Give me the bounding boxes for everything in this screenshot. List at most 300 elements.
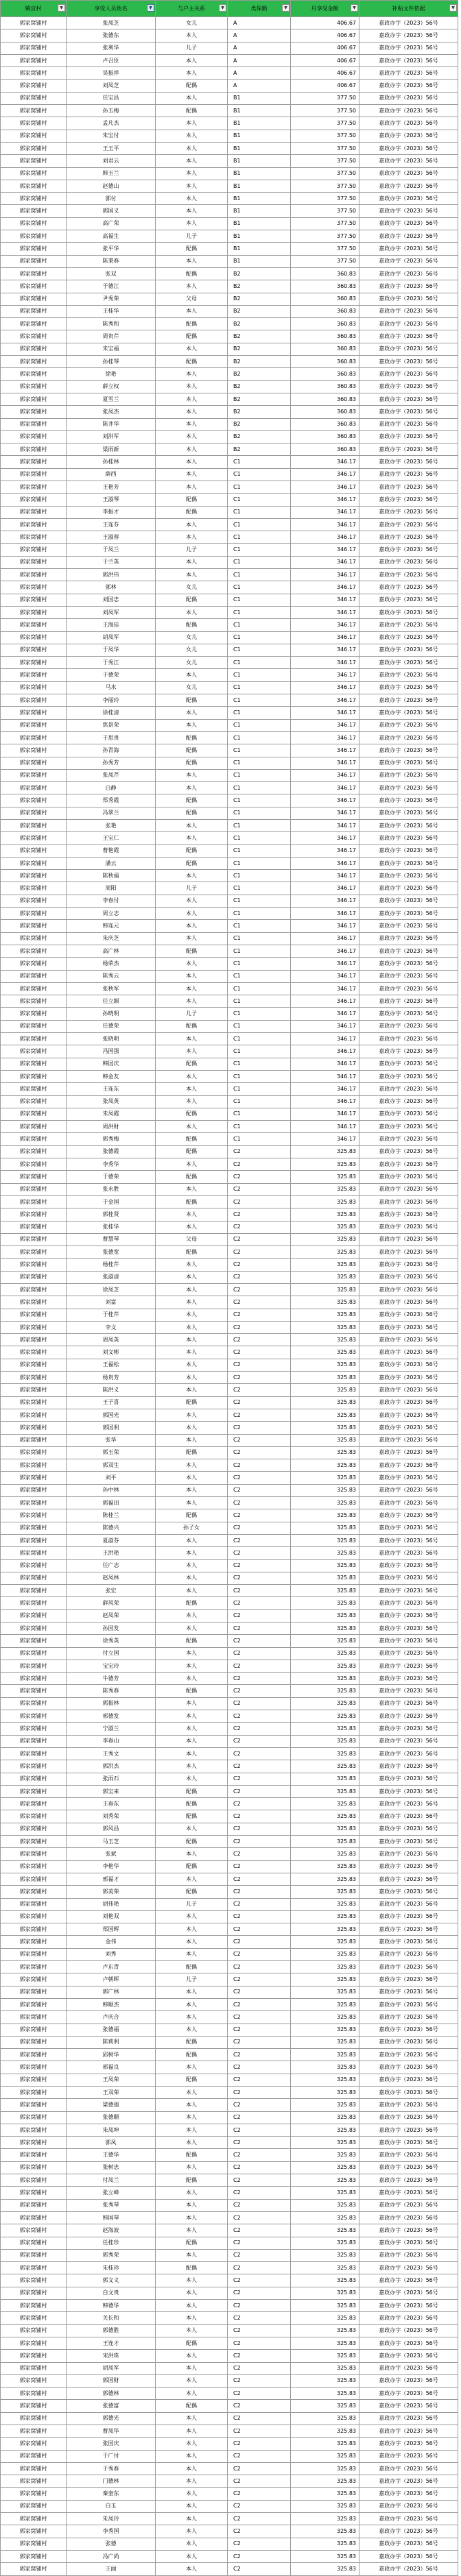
- amount-cell[interactable]: 325.83: [291, 1396, 359, 1409]
- category-cell[interactable]: C2: [228, 1246, 291, 1259]
- category-cell[interactable]: C1: [228, 1008, 291, 1020]
- name-cell[interactable]: 邱树华: [67, 2049, 156, 2061]
- amount-cell[interactable]: 325.83: [291, 1823, 359, 1835]
- category-cell[interactable]: C2: [228, 1572, 291, 1584]
- amount-cell[interactable]: 346.17: [291, 1108, 359, 1120]
- village-cell[interactable]: 郭家窝铺村: [1, 2350, 67, 2362]
- relation-cell[interactable]: 父母: [156, 293, 228, 305]
- amount-cell[interactable]: 325.83: [291, 2124, 359, 2136]
- document-cell[interactable]: 嘉政办字（2023）56号: [359, 2249, 458, 2261]
- name-cell[interactable]: 王秀文: [67, 1747, 156, 1760]
- name-cell[interactable]: 陈秉春: [67, 255, 156, 267]
- document-cell[interactable]: 嘉政办字（2023）56号: [359, 581, 458, 594]
- village-cell[interactable]: 郭家窝铺村: [1, 456, 67, 468]
- document-cell[interactable]: 嘉政办字（2023）56号: [359, 1070, 458, 1082]
- relation-cell[interactable]: 配偶: [156, 2074, 228, 2086]
- name-cell[interactable]: 刘文彬: [67, 1346, 156, 1359]
- name-cell[interactable]: 韩国琴: [67, 2211, 156, 2224]
- relation-cell[interactable]: 本人: [156, 1723, 228, 1735]
- relation-cell[interactable]: 配偶: [156, 318, 228, 330]
- village-cell[interactable]: 郭家窝铺村: [1, 368, 67, 380]
- category-cell[interactable]: C1: [228, 882, 291, 895]
- relation-cell[interactable]: 女儿: [156, 631, 228, 644]
- amount-cell[interactable]: 325.83: [291, 2011, 359, 2024]
- amount-cell[interactable]: 325.83: [291, 1183, 359, 1195]
- amount-cell[interactable]: 325.83: [291, 1534, 359, 1546]
- relation-cell[interactable]: 配偶: [156, 1785, 228, 1797]
- relation-cell[interactable]: 配偶: [156, 1961, 228, 1973]
- category-cell[interactable]: C1: [228, 581, 291, 594]
- village-cell[interactable]: 郭家窝铺村: [1, 1246, 67, 1259]
- document-cell[interactable]: 嘉政办字（2023）56号: [359, 1948, 458, 1960]
- name-cell[interactable]: 王淑琴: [67, 494, 156, 506]
- document-cell[interactable]: 嘉政办字（2023）56号: [359, 1359, 458, 1371]
- amount-cell[interactable]: 325.83: [291, 1948, 359, 1960]
- name-cell[interactable]: 于兰英: [67, 556, 156, 568]
- category-cell[interactable]: B2: [228, 330, 291, 343]
- name-cell[interactable]: 郭秀荣: [67, 2249, 156, 2261]
- document-cell[interactable]: 嘉政办字（2023）56号: [359, 2274, 458, 2287]
- name-cell[interactable]: 徐桂清: [67, 707, 156, 719]
- village-cell[interactable]: 郭家窝铺村: [1, 1233, 67, 1246]
- document-cell[interactable]: 嘉政办字（2023）56号: [359, 406, 458, 418]
- filter-dropdown-icon[interactable]: ▼: [282, 4, 289, 12]
- category-cell[interactable]: B1: [228, 180, 291, 192]
- relation-cell[interactable]: 本人: [156, 782, 228, 794]
- relation-cell[interactable]: 本人: [156, 1673, 228, 1685]
- amount-cell[interactable]: 325.83: [291, 1873, 359, 1885]
- relation-cell[interactable]: 本人: [156, 468, 228, 481]
- name-cell[interactable]: 王丽: [67, 2563, 156, 2575]
- document-cell[interactable]: 嘉政办字（2023）56号: [359, 17, 458, 29]
- name-cell[interactable]: 卢朝晖: [67, 1973, 156, 1986]
- document-cell[interactable]: 嘉政办字（2023）56号: [359, 544, 458, 556]
- category-cell[interactable]: C2: [228, 2425, 291, 2438]
- relation-cell[interactable]: 本人: [156, 1848, 228, 1860]
- relation-cell[interactable]: 配偶: [156, 1798, 228, 1810]
- relation-cell[interactable]: 配偶: [156, 1685, 228, 1697]
- document-cell[interactable]: 嘉政办字（2023）56号: [359, 1020, 458, 1032]
- document-cell[interactable]: 嘉政办字（2023）56号: [359, 1208, 458, 1221]
- village-cell[interactable]: 郭家窝铺村: [1, 54, 67, 66]
- category-cell[interactable]: C1: [228, 895, 291, 907]
- relation-cell[interactable]: 女儿: [156, 657, 228, 669]
- village-cell[interactable]: 郭家窝铺村: [1, 1271, 67, 1283]
- amount-cell[interactable]: 325.83: [291, 1384, 359, 1396]
- name-cell[interactable]: 郭国财: [67, 2374, 156, 2387]
- village-cell[interactable]: 郭家窝铺村: [1, 757, 67, 769]
- village-cell[interactable]: 郭家窝铺村: [1, 1823, 67, 1835]
- category-cell[interactable]: C2: [228, 2124, 291, 2136]
- relation-cell[interactable]: 本人: [156, 1083, 228, 1095]
- relation-cell[interactable]: 本人: [156, 920, 228, 932]
- document-cell[interactable]: 嘉政办字（2023）56号: [359, 731, 458, 744]
- category-cell[interactable]: C2: [228, 1823, 291, 1835]
- amount-cell[interactable]: 346.17: [291, 707, 359, 719]
- category-cell[interactable]: C2: [228, 2438, 291, 2450]
- category-cell[interactable]: C2: [228, 1710, 291, 1723]
- village-cell[interactable]: 郭家窝铺村: [1, 2513, 67, 2525]
- name-cell[interactable]: 张宏: [67, 1585, 156, 1597]
- category-cell[interactable]: C2: [228, 1923, 291, 1936]
- relation-cell[interactable]: 本人: [156, 67, 228, 80]
- name-cell[interactable]: 付凤兰: [67, 2174, 156, 2187]
- amount-cell[interactable]: 346.17: [291, 932, 359, 945]
- amount-cell[interactable]: 325.83: [291, 2287, 359, 2299]
- amount-cell[interactable]: 325.83: [291, 2074, 359, 2086]
- amount-cell[interactable]: 346.17: [291, 820, 359, 832]
- name-cell[interactable]: 李秀华: [67, 1158, 156, 1171]
- document-cell[interactable]: 嘉政办字（2023）56号: [359, 1836, 458, 1848]
- relation-cell[interactable]: 本人: [156, 1309, 228, 1321]
- document-cell[interactable]: 嘉政办字（2023）56号: [359, 1697, 458, 1710]
- category-cell[interactable]: C2: [228, 2149, 291, 2161]
- name-cell[interactable]: 张秋军: [67, 982, 156, 995]
- amount-cell[interactable]: 346.17: [291, 1095, 359, 1108]
- amount-cell[interactable]: 325.83: [291, 2149, 359, 2161]
- category-cell[interactable]: C1: [228, 1045, 291, 1058]
- category-cell[interactable]: C2: [228, 1910, 291, 1923]
- document-cell[interactable]: 嘉政办字（2023）56号: [359, 1735, 458, 1747]
- category-cell[interactable]: B1: [228, 92, 291, 104]
- category-cell[interactable]: B2: [228, 318, 291, 330]
- village-cell[interactable]: 郭家窝铺村: [1, 1923, 67, 1936]
- category-cell[interactable]: C2: [228, 1158, 291, 1171]
- document-cell[interactable]: 嘉政办字（2023）56号: [359, 644, 458, 656]
- name-cell[interactable]: 王玉平: [67, 142, 156, 154]
- relation-cell[interactable]: 本人: [156, 2137, 228, 2149]
- name-cell[interactable]: 梁德强: [67, 2099, 156, 2111]
- amount-cell[interactable]: 346.17: [291, 857, 359, 869]
- relation-cell[interactable]: 本人: [156, 669, 228, 681]
- amount-cell[interactable]: 346.17: [291, 1020, 359, 1032]
- document-cell[interactable]: 嘉政办字（2023）56号: [359, 1372, 458, 1384]
- name-cell[interactable]: 孙桂林: [67, 456, 156, 468]
- document-cell[interactable]: 嘉政办字（2023）56号: [359, 330, 458, 343]
- document-cell[interactable]: 嘉政办字（2023）56号: [359, 757, 458, 769]
- category-cell[interactable]: C2: [228, 1623, 291, 1635]
- amount-cell[interactable]: 360.83: [291, 330, 359, 343]
- village-cell[interactable]: 郭家窝铺村: [1, 1798, 67, 1810]
- name-cell[interactable]: 高福生: [67, 230, 156, 243]
- relation-cell[interactable]: 本人: [156, 1747, 228, 1760]
- name-cell[interactable]: 李春山: [67, 1735, 156, 1747]
- name-cell[interactable]: 白静: [67, 782, 156, 794]
- name-cell[interactable]: 郭宝来: [67, 1785, 156, 1797]
- village-cell[interactable]: 郭家窝铺村: [1, 2036, 67, 2048]
- name-cell[interactable]: 于秀春: [67, 2462, 156, 2475]
- relation-cell[interactable]: 本人: [156, 982, 228, 995]
- relation-cell[interactable]: 本人: [156, 531, 228, 544]
- village-cell[interactable]: 郭家窝铺村: [1, 330, 67, 343]
- name-cell[interactable]: 薛西: [67, 468, 156, 481]
- amount-cell[interactable]: 325.83: [291, 2199, 359, 2211]
- document-cell[interactable]: 嘉政办字（2023）56号: [359, 456, 458, 468]
- document-cell[interactable]: 嘉政办字（2023）56号: [359, 1635, 458, 1647]
- name-cell[interactable]: 朱凤玲: [67, 2513, 156, 2525]
- name-cell[interactable]: 郭双生: [67, 1459, 156, 1472]
- relation-cell[interactable]: 配偶: [156, 1145, 228, 1158]
- name-cell[interactable]: 李丽玲: [67, 694, 156, 707]
- village-cell[interactable]: 郭家窝铺村: [1, 857, 67, 869]
- name-cell[interactable]: 李春付: [67, 895, 156, 907]
- village-cell[interactable]: 郭家窝铺村: [1, 2488, 67, 2500]
- name-cell[interactable]: 郭福田: [67, 1497, 156, 1509]
- category-cell[interactable]: C2: [228, 1673, 291, 1685]
- relation-cell[interactable]: 本人: [156, 1070, 228, 1082]
- amount-cell[interactable]: 325.83: [291, 2563, 359, 2575]
- relation-cell[interactable]: 本人: [156, 569, 228, 581]
- village-cell[interactable]: 郭家窝铺村: [1, 1723, 67, 1735]
- category-cell[interactable]: C2: [228, 2074, 291, 2086]
- document-cell[interactable]: 嘉政办字（2023）56号: [359, 117, 458, 130]
- document-cell[interactable]: 嘉政办字（2023）56号: [359, 1660, 458, 1672]
- document-cell[interactable]: 嘉政办字（2023）56号: [359, 2324, 458, 2337]
- document-cell[interactable]: 嘉政办字（2023）56号: [359, 1446, 458, 1459]
- document-cell[interactable]: 嘉政办字（2023）56号: [359, 2563, 458, 2575]
- category-cell[interactable]: C2: [228, 1283, 291, 1296]
- name-cell[interactable]: 任立颖: [67, 995, 156, 1008]
- document-cell[interactable]: 嘉政办字（2023）56号: [359, 1798, 458, 1810]
- category-cell[interactable]: B2: [228, 280, 291, 293]
- document-cell[interactable]: 嘉政办字（2023）56号: [359, 54, 458, 66]
- village-cell[interactable]: 郭家窝铺村: [1, 2074, 67, 2086]
- document-cell[interactable]: 嘉政办字（2023）56号: [359, 2237, 458, 2249]
- amount-cell[interactable]: 406.67: [291, 17, 359, 29]
- amount-cell[interactable]: 346.17: [291, 569, 359, 581]
- amount-cell[interactable]: 346.17: [291, 669, 359, 681]
- village-cell[interactable]: 郭家窝铺村: [1, 1359, 67, 1371]
- category-cell[interactable]: C2: [228, 2563, 291, 2575]
- category-cell[interactable]: A: [228, 42, 291, 54]
- name-cell[interactable]: 张德富: [67, 2400, 156, 2412]
- category-cell[interactable]: C2: [228, 1559, 291, 1572]
- document-cell[interactable]: 嘉政办字（2023）56号: [359, 1547, 458, 1559]
- name-cell[interactable]: 孙玉梅: [67, 105, 156, 117]
- category-cell[interactable]: C2: [228, 2024, 291, 2036]
- document-cell[interactable]: 嘉政办字（2023）56号: [359, 1033, 458, 1045]
- category-cell[interactable]: C1: [228, 681, 291, 694]
- village-cell[interactable]: 郭家窝铺村: [1, 255, 67, 267]
- village-cell[interactable]: 郭家窝铺村: [1, 1259, 67, 1271]
- relation-cell[interactable]: 本人: [156, 1609, 228, 1622]
- relation-cell[interactable]: 本人: [156, 1823, 228, 1835]
- village-cell[interactable]: 郭家窝铺村: [1, 1108, 67, 1120]
- amount-cell[interactable]: 325.83: [291, 1798, 359, 1810]
- name-cell[interactable]: 王洪艳: [67, 1547, 156, 1559]
- village-cell[interactable]: 郭家窝铺村: [1, 2049, 67, 2061]
- village-cell[interactable]: 郭家窝铺村: [1, 1747, 67, 1760]
- village-cell[interactable]: 郭家窝铺村: [1, 908, 67, 920]
- name-cell[interactable]: 孙桂琴: [67, 356, 156, 368]
- relation-cell[interactable]: 本人: [156, 518, 228, 531]
- document-cell[interactable]: 嘉政办字（2023）56号: [359, 657, 458, 669]
- name-cell[interactable]: 王连东: [67, 1083, 156, 1095]
- category-cell[interactable]: C1: [228, 1133, 291, 1145]
- relation-cell[interactable]: 本人: [156, 2161, 228, 2174]
- amount-cell[interactable]: 325.83: [291, 2337, 359, 2349]
- document-cell[interactable]: 嘉政办字（2023）56号: [359, 506, 458, 518]
- document-cell[interactable]: 嘉政办字（2023）56号: [359, 895, 458, 907]
- village-cell[interactable]: 郭家窝铺村: [1, 820, 67, 832]
- name-cell[interactable]: 郭风昌: [67, 1823, 156, 1835]
- village-cell[interactable]: 郭家窝铺村: [1, 1961, 67, 1973]
- name-cell[interactable]: 赵凤荣: [67, 1609, 156, 1622]
- document-cell[interactable]: 嘉政办字（2023）56号: [359, 1233, 458, 1246]
- village-cell[interactable]: 郭家窝铺村: [1, 2337, 67, 2349]
- document-cell[interactable]: 嘉政办字（2023）56号: [359, 1823, 458, 1835]
- document-cell[interactable]: 嘉政办字（2023）56号: [359, 293, 458, 305]
- category-cell[interactable]: C1: [228, 757, 291, 769]
- name-cell[interactable]: 刘平: [67, 1472, 156, 1484]
- amount-cell[interactable]: 325.83: [291, 2024, 359, 2036]
- category-cell[interactable]: C1: [228, 731, 291, 744]
- amount-cell[interactable]: 360.83: [291, 430, 359, 443]
- name-cell[interactable]: 刘秀: [67, 1948, 156, 1960]
- category-cell[interactable]: C1: [228, 782, 291, 794]
- document-cell[interactable]: 嘉政办字（2023）56号: [359, 430, 458, 443]
- amount-cell[interactable]: 377.50: [291, 142, 359, 154]
- category-cell[interactable]: C1: [228, 845, 291, 857]
- name-cell[interactable]: 焦景荣: [67, 719, 156, 731]
- amount-cell[interactable]: 325.83: [291, 1747, 359, 1760]
- document-cell[interactable]: 嘉政办字（2023）56号: [359, 932, 458, 945]
- document-cell[interactable]: 嘉政办字（2023）56号: [359, 2124, 458, 2136]
- relation-cell[interactable]: 本人: [156, 2249, 228, 2261]
- name-cell[interactable]: 夏雪兰: [67, 393, 156, 405]
- relation-cell[interactable]: 配偶: [156, 1396, 228, 1409]
- amount-cell[interactable]: 325.83: [291, 1810, 359, 1823]
- document-cell[interactable]: 嘉政办字（2023）56号: [359, 2149, 458, 2161]
- relation-cell[interactable]: 配偶: [156, 1246, 228, 1259]
- amount-cell[interactable]: 325.83: [291, 1158, 359, 1171]
- amount-cell[interactable]: 346.17: [291, 908, 359, 920]
- document-cell[interactable]: 嘉政办字（2023）56号: [359, 1158, 458, 1171]
- relation-cell[interactable]: 本人: [156, 719, 228, 731]
- village-cell[interactable]: 郭家窝铺村: [1, 1497, 67, 1509]
- village-cell[interactable]: 郭家窝铺村: [1, 356, 67, 368]
- amount-cell[interactable]: 346.17: [291, 456, 359, 468]
- village-cell[interactable]: 郭家窝铺村: [1, 42, 67, 54]
- document-cell[interactable]: 嘉政办字（2023）56号: [359, 2525, 458, 2538]
- category-cell[interactable]: C1: [228, 995, 291, 1008]
- document-cell[interactable]: 嘉政办字（2023）56号: [359, 2036, 458, 2048]
- relation-cell[interactable]: 本人: [156, 1998, 228, 2010]
- category-cell[interactable]: C2: [228, 1484, 291, 1496]
- amount-cell[interactable]: 325.83: [291, 1321, 359, 1333]
- relation-cell[interactable]: 本人: [156, 54, 228, 66]
- relation-cell[interactable]: 本人: [156, 1936, 228, 1948]
- village-cell[interactable]: 郭家窝铺村: [1, 2262, 67, 2274]
- category-cell[interactable]: C2: [228, 1296, 291, 1309]
- amount-cell[interactable]: 325.83: [291, 2350, 359, 2362]
- amount-cell[interactable]: 325.83: [291, 1597, 359, 1609]
- category-cell[interactable]: C1: [228, 1108, 291, 1120]
- amount-cell[interactable]: 325.83: [291, 1710, 359, 1723]
- name-cell[interactable]: 郭桂贤: [67, 1208, 156, 1221]
- category-cell[interactable]: C2: [228, 2513, 291, 2525]
- document-cell[interactable]: 嘉政办字（2023）56号: [359, 1710, 458, 1723]
- village-cell[interactable]: 郭家窝铺村: [1, 2061, 67, 2074]
- name-cell[interactable]: 张秀琴: [67, 2199, 156, 2211]
- relation-cell[interactable]: 本人: [156, 2287, 228, 2299]
- document-cell[interactable]: 嘉政办字（2023）56号: [359, 2488, 458, 2500]
- category-cell[interactable]: C2: [228, 1346, 291, 1359]
- amount-cell[interactable]: 325.83: [291, 1145, 359, 1158]
- village-cell[interactable]: 郭家窝铺村: [1, 2538, 67, 2550]
- name-cell[interactable]: 周阳: [67, 882, 156, 895]
- amount-cell[interactable]: 325.83: [291, 2111, 359, 2124]
- relation-cell[interactable]: 本人: [156, 2462, 228, 2475]
- amount-cell[interactable]: 325.83: [291, 2475, 359, 2488]
- name-cell[interactable]: 徐秀英: [67, 1635, 156, 1647]
- name-cell[interactable]: 张永胜: [67, 1183, 156, 1195]
- name-cell[interactable]: 卢召臣: [67, 54, 156, 66]
- relation-cell[interactable]: 儿子: [156, 544, 228, 556]
- document-cell[interactable]: 嘉政办字（2023）56号: [359, 142, 458, 154]
- category-cell[interactable]: B2: [228, 443, 291, 456]
- relation-cell[interactable]: 本人: [156, 343, 228, 355]
- document-cell[interactable]: 嘉政办字（2023）56号: [359, 982, 458, 995]
- document-cell[interactable]: 嘉政办字（2023）56号: [359, 606, 458, 618]
- relation-cell[interactable]: 配偶: [156, 1108, 228, 1120]
- name-cell[interactable]: 郭凤: [67, 2137, 156, 2149]
- amount-cell[interactable]: 325.83: [291, 1334, 359, 1346]
- amount-cell[interactable]: 346.17: [291, 744, 359, 757]
- document-cell[interactable]: 嘉政办字（2023）56号: [359, 280, 458, 293]
- relation-cell[interactable]: 本人: [156, 2525, 228, 2538]
- village-cell[interactable]: 郭家窝铺村: [1, 1372, 67, 1384]
- name-cell[interactable]: 韩玉兰: [67, 167, 156, 180]
- name-cell[interactable]: 赵凤林: [67, 1572, 156, 1584]
- amount-cell[interactable]: 325.83: [291, 1785, 359, 1797]
- village-cell[interactable]: 郭家窝铺村: [1, 130, 67, 142]
- amount-cell[interactable]: 325.83: [291, 1697, 359, 1710]
- document-cell[interactable]: 嘉政办字（2023）56号: [359, 531, 458, 544]
- name-cell[interactable]: 于秀江: [67, 657, 156, 669]
- name-cell[interactable]: 郭国利: [67, 1422, 156, 1434]
- village-cell[interactable]: 郭家窝铺村: [1, 2500, 67, 2512]
- document-cell[interactable]: 嘉政办字（2023）56号: [359, 2500, 458, 2512]
- document-cell[interactable]: 嘉政办字（2023）56号: [359, 1673, 458, 1685]
- document-cell[interactable]: 嘉政办字（2023）56号: [359, 2224, 458, 2237]
- category-cell[interactable]: B1: [228, 142, 291, 154]
- relation-cell[interactable]: 本人: [156, 769, 228, 781]
- relation-cell[interactable]: 本人: [156, 167, 228, 180]
- name-cell[interactable]: 邢福才: [67, 1873, 156, 1885]
- amount-cell[interactable]: 325.83: [291, 1585, 359, 1597]
- amount-cell[interactable]: 325.83: [291, 2036, 359, 2048]
- amount-cell[interactable]: 360.83: [291, 280, 359, 293]
- amount-cell[interactable]: 325.83: [291, 1559, 359, 1572]
- amount-cell[interactable]: 360.83: [291, 443, 359, 456]
- village-cell[interactable]: 郭家窝铺村: [1, 1760, 67, 1773]
- document-cell[interactable]: 嘉政办字（2023）56号: [359, 193, 458, 205]
- village-cell[interactable]: 郭家窝铺村: [1, 92, 67, 104]
- relation-cell[interactable]: 本人: [156, 1372, 228, 1384]
- category-cell[interactable]: C2: [228, 2187, 291, 2199]
- document-cell[interactable]: 嘉政办字（2023）56号: [359, 2199, 458, 2211]
- relation-cell[interactable]: 本人: [156, 205, 228, 217]
- document-cell[interactable]: 嘉政办字（2023）56号: [359, 1346, 458, 1359]
- relation-cell[interactable]: 配偶: [156, 594, 228, 606]
- village-cell[interactable]: 郭家窝铺村: [1, 17, 67, 29]
- document-cell[interactable]: 嘉政办字（2023）56号: [359, 1685, 458, 1697]
- name-cell[interactable]: 张利华: [67, 42, 156, 54]
- amount-cell[interactable]: 377.50: [291, 205, 359, 217]
- amount-cell[interactable]: 325.83: [291, 1171, 359, 1183]
- name-cell[interactable]: 王福松: [67, 1359, 156, 1371]
